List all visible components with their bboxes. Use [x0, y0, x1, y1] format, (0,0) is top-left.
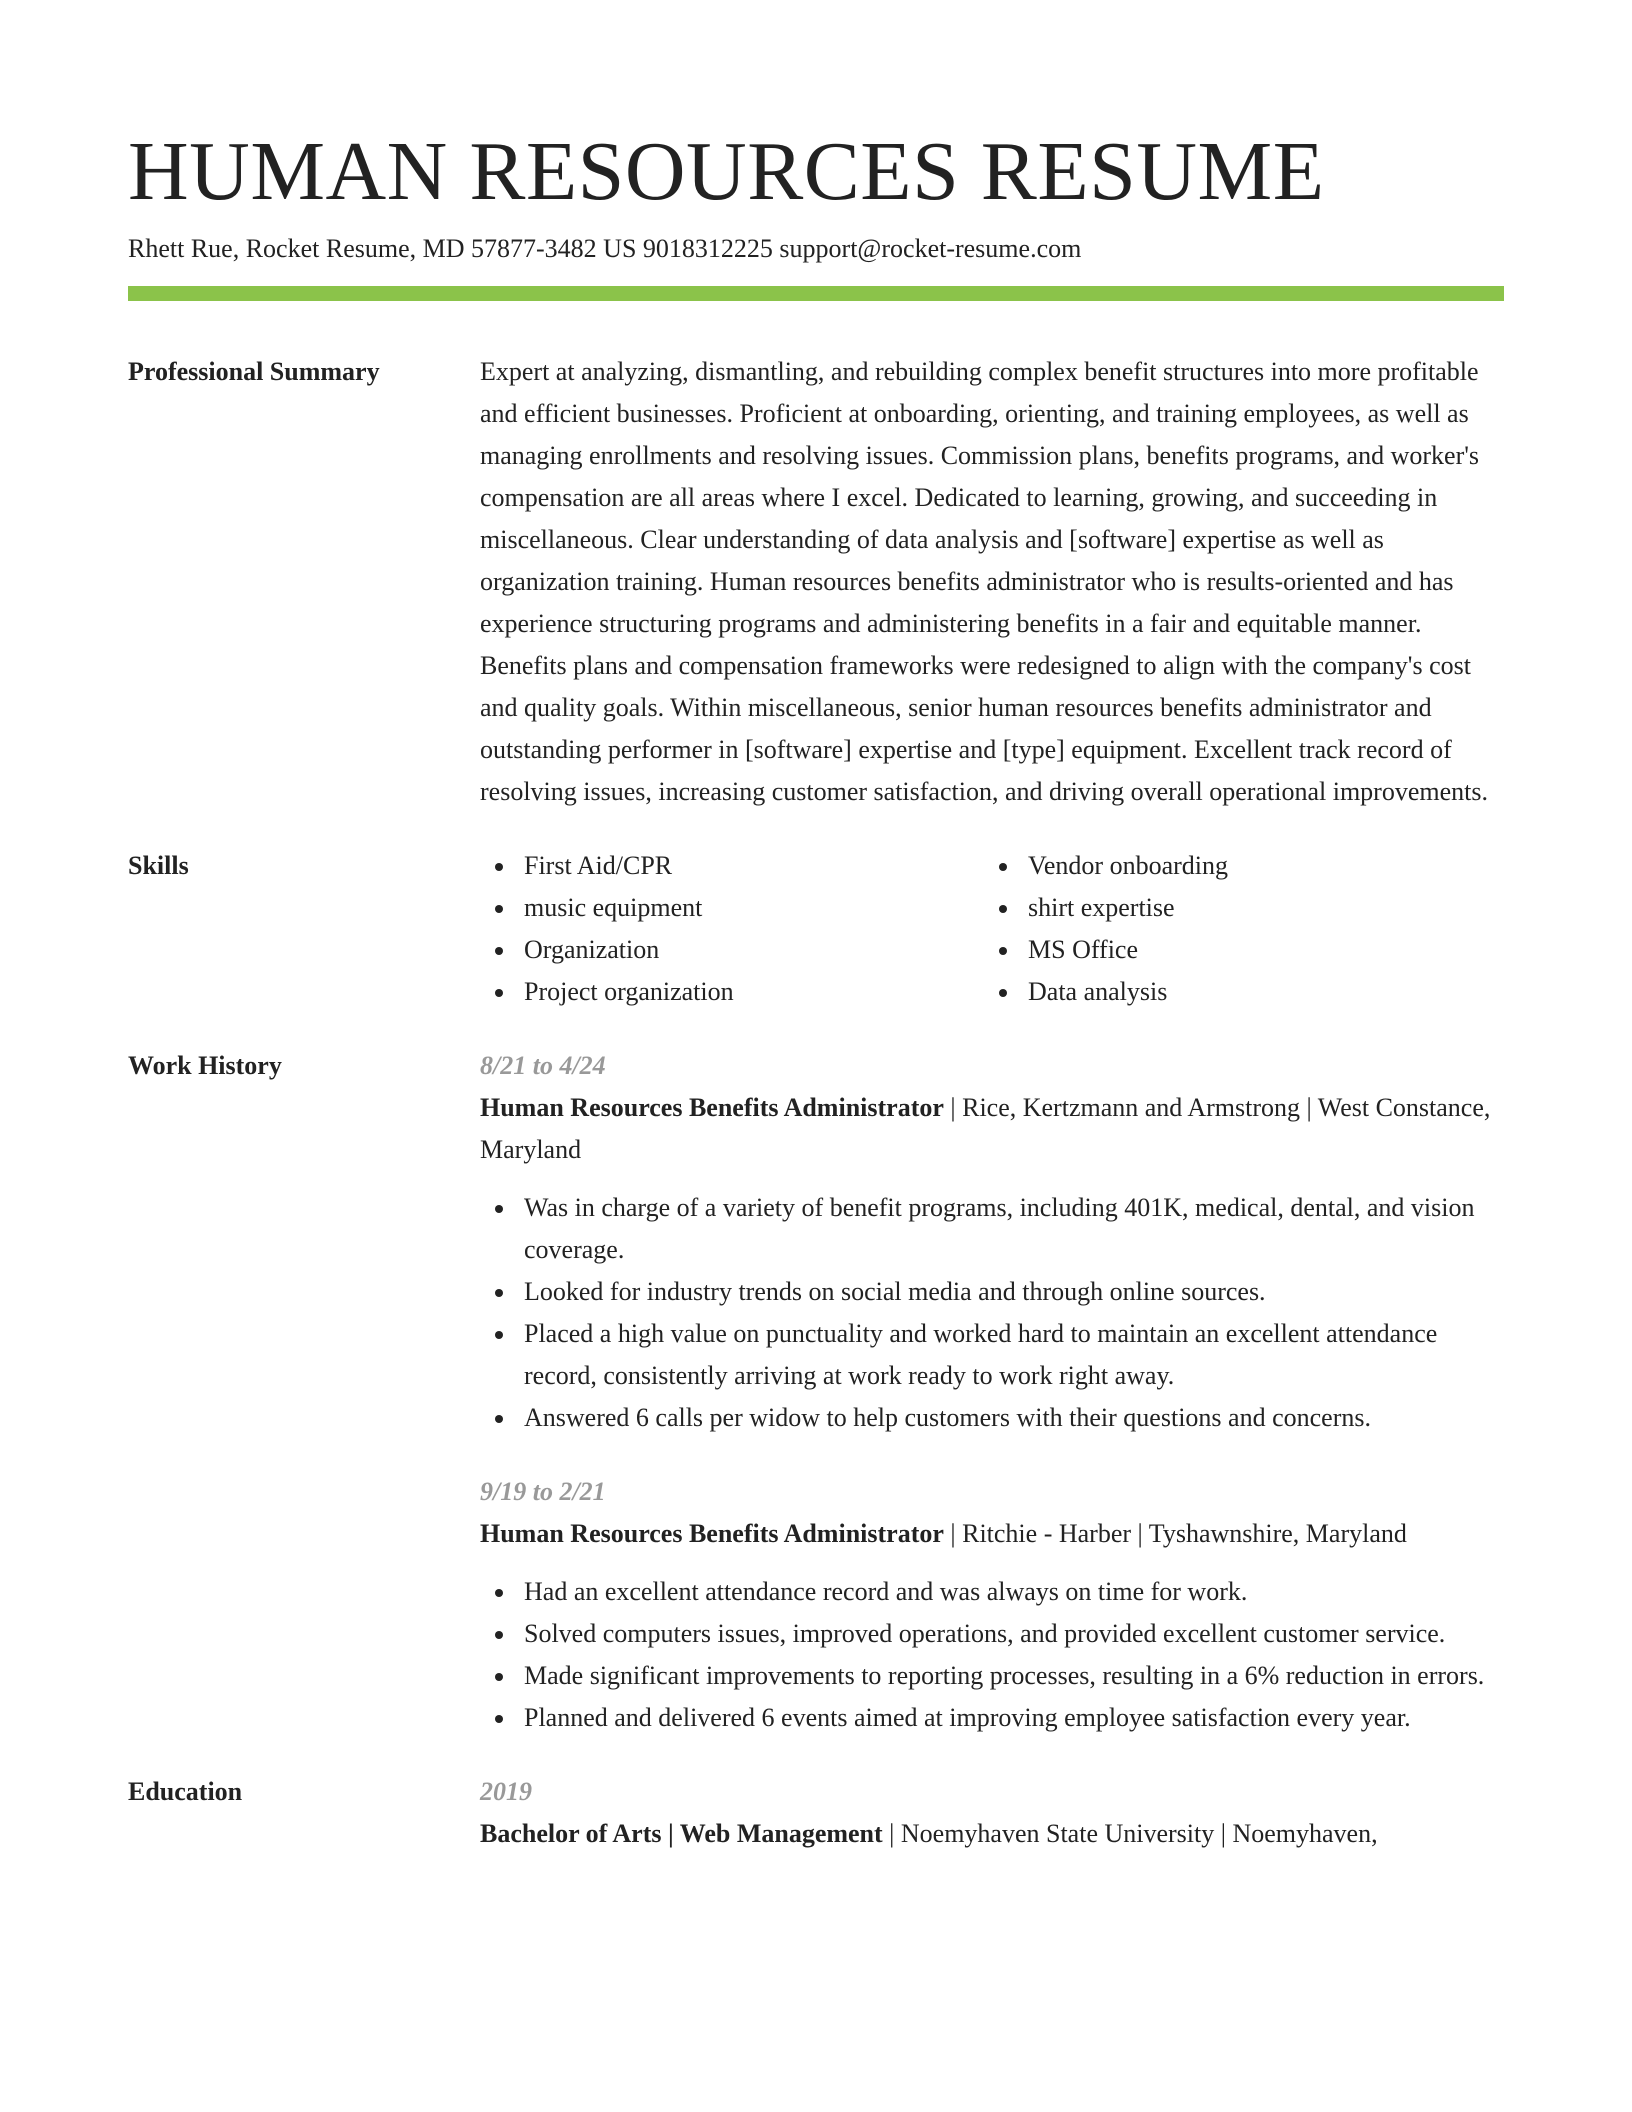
education-details: | Noemyhaven State University | Noemyhaven,	[882, 1819, 1378, 1848]
job-dates: 9/19 to 2/21	[480, 1477, 606, 1506]
job-bullet: Answered 6 calls per widow to help customers with their questions and concerns.	[480, 1397, 1504, 1439]
education-section	[128, 1771, 1504, 1855]
job-bullet: Placed a high value on punctuality and worked hard to maintain an excellent attendance record, consistently arriving at work ready to work right away.	[480, 1313, 1504, 1397]
job-bullet: Looked for industry trends on social media and through online sources.	[480, 1271, 1504, 1313]
education-body	[480, 1771, 1504, 1855]
job-bullet: Made significant improvements to reporting processes, resulting in a 6% reduction in errors.	[480, 1655, 1504, 1697]
job-title: Human Resources Benefits Administrator	[480, 1093, 944, 1122]
skill-item: Data analysis	[984, 971, 1488, 1013]
skill-item: music equipment	[480, 887, 984, 929]
skills-section	[128, 845, 1504, 1013]
job-details: | Rice, Kertzmann and Armstrong | West Constance, Maryland	[480, 1093, 1491, 1164]
resume-title: HUMAN RESOURCES RESUME	[128, 125, 1325, 218]
contact-email[interactable]: support@rocket-resume.com	[779, 234, 1082, 263]
resume-sections	[128, 351, 1504, 1855]
skill-item: Project organization	[480, 971, 984, 1013]
section-label-education: Education	[128, 1777, 243, 1806]
job-role-line	[480, 1087, 1504, 1171]
job-bullet: Planned and delivered 6 events aimed at improving employee satisfaction every year.	[480, 1697, 1504, 1739]
skill-item: Vendor onboarding	[984, 845, 1488, 887]
education-year: 2019	[480, 1777, 532, 1806]
skill-item: Organization	[480, 929, 984, 971]
summary-text: Expert at analyzing, dismantling, and rebuilding complex benefit structures into more profitable and efficient businesses. Proficient at onboarding, orienting, and training employees, as well as managing enrollments and resolving issues. Commission plans, benefits programs, and worker's compensation are all areas where I excel. Dedicated to learning, growing, and succeeding in miscellaneous. Clear understanding of data analysis and [software] expertise as well as organization training. Human resources benefits administrator who is results-oriented and has experience structuring programs and administering benefits in a fair and equitable manner. Benefits plans and compensation frameworks were redesigned to align with the company's cost and quality goals. Within miscellaneous, senior human resources benefits administrator and outstanding performer in [software] expertise and [type] equipment. Excellent track record of resolving issues, increasing customer satisfaction, and driving overall operational improvements.	[480, 357, 1488, 806]
skills-body	[480, 845, 1504, 1013]
job-bullet: Solved computers issues, improved operations, and provided excellent customer service.	[480, 1613, 1504, 1655]
degree-title: Bachelor of Arts | Web Management	[480, 1819, 883, 1848]
skill-item: shirt expertise	[984, 887, 1488, 929]
work-history-body	[480, 1045, 1504, 1739]
section-label-skills: Skills	[128, 851, 189, 880]
skill-item: First Aid/CPR	[480, 845, 984, 887]
skill-item: MS Office	[984, 929, 1488, 971]
job-details: | Ritchie - Harber | Tyshawnshire, Maryland	[943, 1519, 1407, 1548]
job-dates: 8/21 to 4/24	[480, 1051, 606, 1080]
job-title: Human Resources Benefits Administrator	[480, 1519, 944, 1548]
contact-name: Rhett Rue,	[128, 234, 240, 263]
contact-phone: 9018312225	[642, 234, 773, 263]
accent-divider	[128, 286, 1504, 301]
section-label-work: Work History	[128, 1051, 282, 1080]
summary-section	[128, 351, 1504, 813]
job-entry	[480, 1471, 1504, 1739]
contact-line	[128, 233, 1081, 265]
job-bullet: Was in charge of a variety of benefit programs, including 401K, medical, dental, and vision coverage.	[480, 1187, 1504, 1271]
section-label-summary: Professional Summary	[128, 357, 380, 386]
skills-list	[480, 845, 1504, 1013]
job-bullets	[480, 1571, 1504, 1739]
job-role-line	[480, 1513, 1504, 1555]
contact-address: Rocket Resume, MD 57877-3482 US	[245, 234, 637, 263]
job-entry	[480, 1045, 1504, 1439]
job-bullets	[480, 1187, 1504, 1439]
work-history-section	[128, 1045, 1504, 1739]
summary-body	[480, 351, 1504, 813]
education-line	[480, 1813, 1504, 1855]
job-bullet: Had an excellent attendance record and was always on time for work.	[480, 1571, 1504, 1613]
